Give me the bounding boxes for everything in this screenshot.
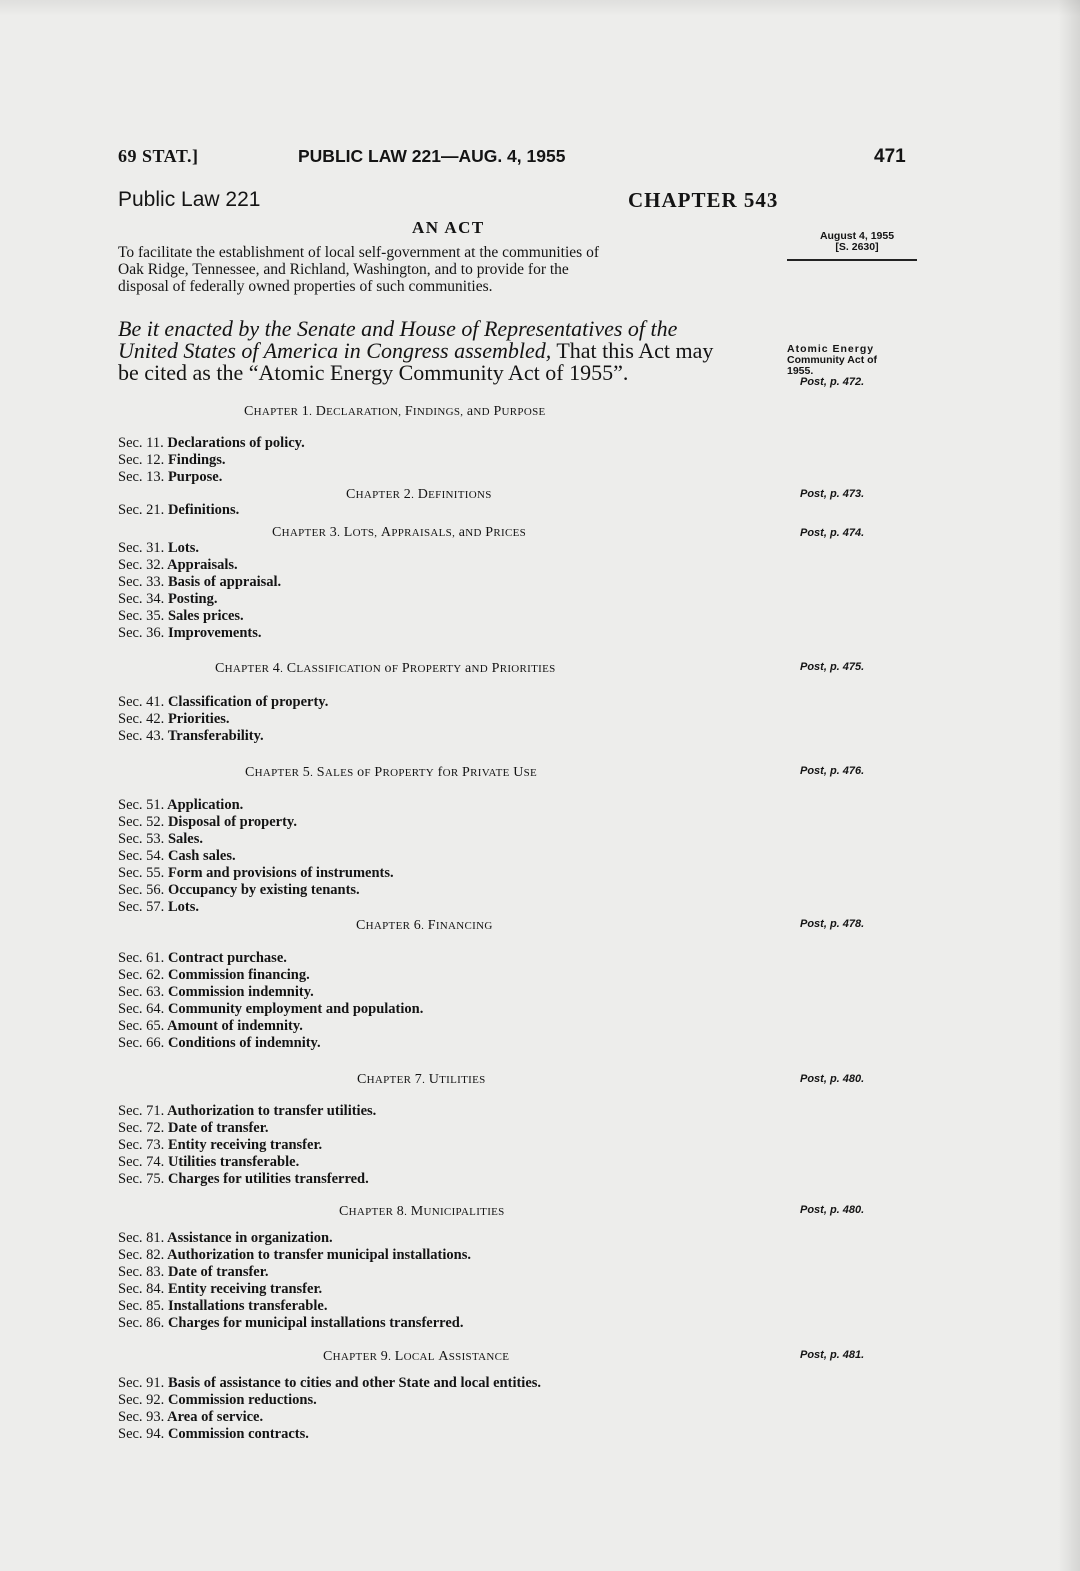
enacting-clause — [118, 318, 774, 384]
margin-post-reference: Post, p. 472. — [800, 376, 865, 388]
section-number: Sec. 81. — [118, 1230, 165, 1246]
section-title: Contract purchase. — [167, 950, 287, 966]
section-number: Sec. 41. — [118, 694, 165, 710]
section-number: Sec. 13. — [118, 469, 165, 485]
section-entry — [118, 899, 199, 916]
section-number: Sec. 54. — [118, 848, 165, 864]
section-number: Sec. 84. — [118, 1281, 165, 1297]
section-number: Sec. 21. — [118, 502, 165, 518]
section-entry — [118, 1120, 268, 1137]
section-entry — [118, 435, 305, 452]
section-title: Basis of assistance to cities and other State and local entities. — [167, 1375, 542, 1391]
section-title: Commission contracts. — [167, 1426, 309, 1442]
section-number: Sec. 61. — [118, 950, 165, 966]
section-title: Cash sales. — [167, 848, 236, 864]
section-number: Sec. 86. — [118, 1315, 165, 1331]
section-number: Sec. 92. — [118, 1392, 165, 1408]
purpose-line: Oak Ridge, Tennessee, and Richland, Washington, and to provide for the — [118, 261, 569, 278]
post-reference: Post, p. 480. — [800, 1073, 865, 1085]
chapter-heading: CHAPTER 7. UTILITIES — [357, 1072, 486, 1087]
post-reference: Post, p. 475. — [800, 661, 865, 673]
section-entry — [118, 625, 262, 642]
section-title: Entity receiving transfer. — [167, 1137, 323, 1153]
section-title: Lots. — [167, 540, 199, 556]
section-entry — [118, 950, 287, 967]
public-law-number: Public Law 221 — [118, 188, 261, 211]
section-title: Charges for municipal installations transferred. — [167, 1315, 464, 1331]
section-title: Application. — [167, 797, 244, 813]
section-title: Improvements. — [167, 625, 262, 641]
section-entry — [118, 1264, 268, 1281]
enactment-date: August 4, 1955 — [819, 230, 895, 242]
section-title: Occupancy by existing tenants. — [167, 882, 360, 898]
section-title: Commission financing. — [167, 967, 310, 983]
section-entry — [118, 1018, 303, 1035]
senate-bill-number: [S. 2630] — [835, 241, 879, 253]
section-title: Area of service. — [167, 1409, 264, 1425]
section-number: Sec. 74. — [118, 1154, 165, 1170]
page-number: 471 — [874, 146, 906, 167]
section-entry — [118, 1154, 299, 1171]
section-number: Sec. 73. — [118, 1137, 165, 1153]
margin-short-title-line: Atomic Energy — [787, 343, 875, 355]
section-title: Priorities. — [167, 711, 230, 727]
section-title: Entity receiving transfer. — [167, 1281, 323, 1297]
section-entry — [118, 557, 238, 574]
section-title: Commission indemnity. — [167, 984, 314, 1000]
section-entry — [118, 882, 360, 899]
chapter-heading: CHAPTER 5. SALES oF PROPERTY fOR PRIVATE USE — [245, 765, 538, 780]
section-entry — [118, 797, 243, 814]
margin-short-title-line: 1955. — [787, 365, 814, 377]
section-title: Purpose. — [167, 469, 223, 485]
post-reference: Post, p. 476. — [800, 765, 865, 777]
chapter-heading: CHAPTER 9. LOCAL ASSISTANCE — [323, 1349, 510, 1364]
section-number: Sec. 53. — [118, 831, 165, 847]
chapter-heading: CHAPTER 8. MUNICIPALITIES — [339, 1204, 505, 1219]
section-title: Basis of appraisal. — [167, 574, 282, 590]
section-title: Sales. — [167, 831, 203, 847]
section-title: Posting. — [167, 591, 218, 607]
section-entry — [118, 502, 239, 519]
section-number: Sec. 83. — [118, 1264, 165, 1280]
section-title: Date of transfer. — [167, 1120, 269, 1136]
section-title: Lots. — [167, 899, 199, 915]
section-entry — [118, 1001, 423, 1018]
post-reference: Post, p. 478. — [800, 918, 865, 930]
margin-short-title-line: Community Act of — [787, 354, 878, 366]
section-entry — [118, 1035, 321, 1052]
section-entry — [118, 1392, 317, 1409]
section-title: Installations transferable. — [167, 1298, 328, 1314]
section-entry — [118, 452, 226, 469]
section-title: Declarations of policy. — [167, 435, 305, 451]
section-entry — [118, 1230, 333, 1247]
section-title: Authorization to transfer utilities. — [167, 1103, 377, 1119]
section-number: Sec. 91. — [118, 1375, 165, 1391]
section-number: Sec. 72. — [118, 1120, 165, 1136]
enacting-italic-1: Be it enacted by the Senate and House of Representatives of the — [118, 316, 678, 341]
section-entry — [118, 694, 328, 711]
chapter-heading: CHAPTER 2. DEFINITIONS — [346, 487, 492, 502]
chapter-heading: CHAPTER 4. CLASSIFICATION oF PROPERTY aND PRIORITIES — [215, 661, 556, 676]
section-title: Assistance in organization. — [167, 1230, 333, 1246]
post-reference: Post, p. 473. — [800, 488, 865, 500]
section-entry — [118, 1409, 263, 1426]
section-title: Disposal of property. — [167, 814, 297, 830]
chapter-heading: CHAPTER 1. DECLARATION, FINDINGS, aND PURPOSE — [244, 404, 546, 419]
section-title: Findings. — [167, 452, 226, 468]
section-number: Sec. 75. — [118, 1171, 165, 1187]
section-entry — [118, 574, 281, 591]
section-entry — [118, 608, 244, 625]
section-title: Amount of indemnity. — [167, 1018, 303, 1034]
section-title: Utilities transferable. — [167, 1154, 300, 1170]
section-number: Sec. 66. — [118, 1035, 165, 1051]
section-title: Definitions. — [167, 502, 240, 518]
section-number: Sec. 33. — [118, 574, 165, 590]
margin-date-note — [797, 231, 917, 253]
section-number: Sec. 51. — [118, 797, 165, 813]
section-title: Commission reductions. — [167, 1392, 317, 1408]
section-number: Sec. 82. — [118, 1247, 165, 1263]
section-entry — [118, 1298, 327, 1315]
section-entry — [118, 1137, 322, 1154]
section-entry — [118, 1375, 541, 1392]
section-title: Classification of property. — [167, 694, 329, 710]
section-entry — [118, 540, 199, 557]
section-entry — [118, 591, 217, 608]
section-number: Sec. 57. — [118, 899, 165, 915]
section-entry — [118, 831, 203, 848]
section-number: Sec. 93. — [118, 1409, 165, 1425]
post-reference: Post, p. 481. — [800, 1349, 865, 1361]
scan-top-shadow — [0, 0, 1080, 16]
section-title: Transferability. — [167, 728, 264, 744]
section-entry — [118, 1171, 369, 1188]
enacting-rest: That this Act may — [551, 338, 714, 363]
section-title: Form and provisions of instruments. — [167, 865, 394, 881]
post-reference: Post, p. 480. — [800, 1204, 865, 1216]
chapter-number: CHAPTER 543 — [628, 188, 779, 212]
section-entry — [118, 814, 297, 831]
section-number: Sec. 71. — [118, 1103, 165, 1119]
section-title: Charges for utilities transferred. — [167, 1171, 369, 1187]
scan-edge-shadow — [1058, 0, 1080, 1571]
purpose-line: disposal of federally owned properties of such communities. — [118, 278, 493, 295]
running-header-title: PUBLIC LAW 221—AUG. 4, 1955 — [298, 146, 566, 166]
margin-short-title — [787, 344, 877, 388]
section-entry — [118, 1281, 322, 1298]
section-title: Authorization to transfer municipal installations. — [167, 1247, 471, 1263]
running-header-volume: 69 STAT.] — [118, 146, 199, 166]
enacting-line-3: be cited as the “Atomic Energy Community Act of 1955”. — [118, 360, 629, 385]
section-number: Sec. 55. — [118, 865, 165, 881]
section-number: Sec. 43. — [118, 728, 165, 744]
purpose-line: To facilitate the establishment of local self-government at the communities of — [118, 244, 599, 261]
section-number: Sec. 11. — [118, 435, 164, 451]
section-number: Sec. 63. — [118, 984, 165, 1000]
section-number: Sec. 62. — [118, 967, 165, 983]
section-number: Sec. 32. — [118, 557, 165, 573]
section-number: Sec. 65. — [118, 1018, 165, 1034]
section-entry — [118, 1103, 376, 1120]
section-entry — [118, 984, 314, 1001]
section-number: Sec. 52. — [118, 814, 165, 830]
section-title: Sales prices. — [167, 608, 244, 624]
section-entry — [118, 1247, 471, 1264]
act-purpose — [118, 244, 774, 295]
section-entry — [118, 865, 394, 882]
section-number: Sec. 36. — [118, 625, 165, 641]
section-entry — [118, 728, 264, 745]
margin-date-rule — [787, 259, 917, 261]
enacting-italic-2: United States of America in Congress assembled, — [118, 338, 552, 363]
section-number: Sec. 56. — [118, 882, 165, 898]
section-number: Sec. 31. — [118, 540, 165, 556]
chapter-heading: CHAPTER 3. LOTS, APPRAISALS, aND PRICES — [272, 525, 527, 540]
section-title: Date of transfer. — [167, 1264, 269, 1280]
post-reference: Post, p. 474. — [800, 527, 865, 539]
section-title: Appraisals. — [167, 557, 238, 573]
section-number: Sec. 12. — [118, 452, 165, 468]
chapter-heading: CHAPTER 6. FINANCING — [356, 918, 493, 933]
section-number: Sec. 35. — [118, 608, 165, 624]
section-entry — [118, 848, 236, 865]
section-title: Conditions of indemnity. — [167, 1035, 321, 1051]
section-number: Sec. 64. — [118, 1001, 165, 1017]
section-number: Sec. 34. — [118, 591, 165, 607]
section-entry — [118, 1315, 463, 1332]
section-number: Sec. 94. — [118, 1426, 165, 1442]
section-entry — [118, 711, 230, 728]
section-title: Community employment and population. — [167, 1001, 424, 1017]
section-entry — [118, 967, 310, 984]
section-number: Sec. 42. — [118, 711, 165, 727]
act-heading: AN ACT — [412, 218, 485, 237]
section-entry — [118, 1426, 309, 1443]
section-number: Sec. 85. — [118, 1298, 165, 1314]
section-entry — [118, 469, 222, 486]
